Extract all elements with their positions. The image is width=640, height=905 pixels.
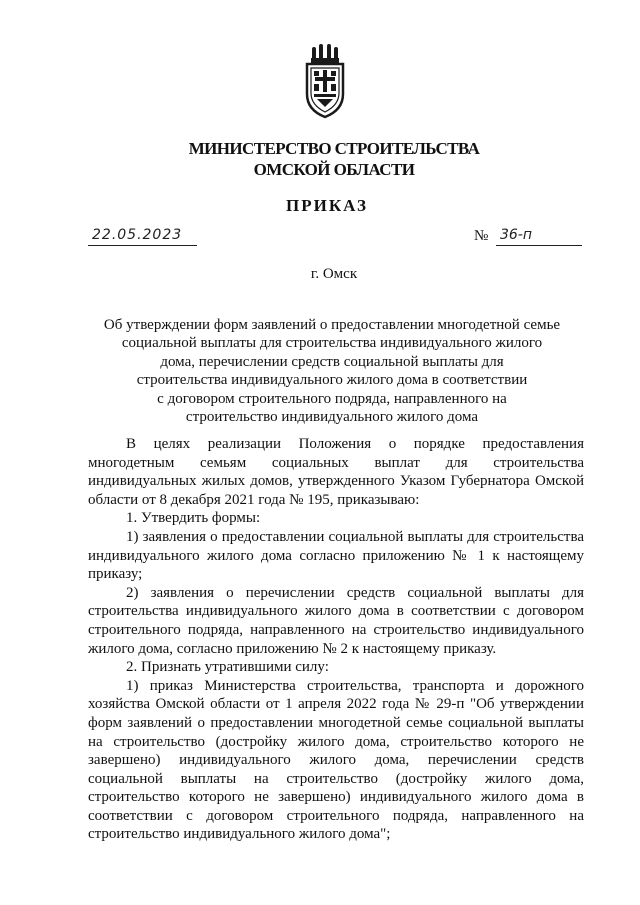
paragraph: В целях реализации Положения о порядке предоставления многодетным семьям социальных выплат для строительства индивидуальных жилых домов, утвержденного Указом Губернатора Омской области от 8 декабря 2021 года № 195, приказываю: <box>88 436 584 508</box>
paragraph: 1. Утвердить формы: <box>126 510 261 527</box>
document-type: ПРИКАЗ <box>286 196 368 215</box>
document-body <box>88 435 584 844</box>
ministry-name-line1: МИНИСТЕРСТВО СТРОИТЕЛЬСТВА <box>188 139 480 158</box>
paragraph: 2. Признать утратившими силу: <box>126 659 329 676</box>
title-line: строительство индивидуального жилого дома <box>185 409 479 426</box>
coat-of-arms-icon <box>301 44 349 120</box>
title-line: Об утверждении форм заявлений о предоставлении многодетной семье <box>103 317 561 333</box>
title-line: социальной выплаты для строительства индивидуального жилого <box>121 335 543 352</box>
number-label: № <box>474 228 489 244</box>
city: г. Омск <box>310 266 358 282</box>
title-line: дома, перечислении средств социальной выплаты для <box>160 353 504 370</box>
paragraph: 1) заявления о предоставлении социальной выплаты для строительства индивидуального жилого дома согласно приложению № 1 к настоящему приказу; <box>88 528 584 583</box>
document-title <box>100 316 564 426</box>
ministry-name-line2: ОМСКОЙ ОБЛАСТИ <box>253 160 415 179</box>
document-number: 36-п <box>496 226 582 246</box>
paragraph: 1) приказ Министерства строительства, транспорта и дорожного хозяйства Омской области от 1 апреля 2022 года № 29-п "Об утверждении форм заявлений о предоставлении многодетной семье социальной выплаты на строительство (достройку жилого дома, строительство которого не завершено) индивидуального жилого дома, перечислении средств социальной выплаты на строительство (достройку жилого дома, строительство которого не завершено) индивидуального жилого дома в соответствии с договором строительного подряда, направленного на строительство индивидуального жилого дома"; <box>88 677 584 843</box>
paragraph: 2) заявления о перечислении средств социальной выплаты для строительства индивидуального жилого дома в соответствии с договором строительного подряда, направленного на строительство индивидуального жилого дома, согласно приложению № 2 к настоящему приказу. <box>88 584 584 657</box>
document-date: 22.05.2023 <box>88 226 197 246</box>
title-line: с договором строительного подряда, направленного на <box>157 390 507 407</box>
title-line: строительства индивидуального жилого дома в соответствии <box>136 372 528 389</box>
ministry-name <box>0 138 640 180</box>
